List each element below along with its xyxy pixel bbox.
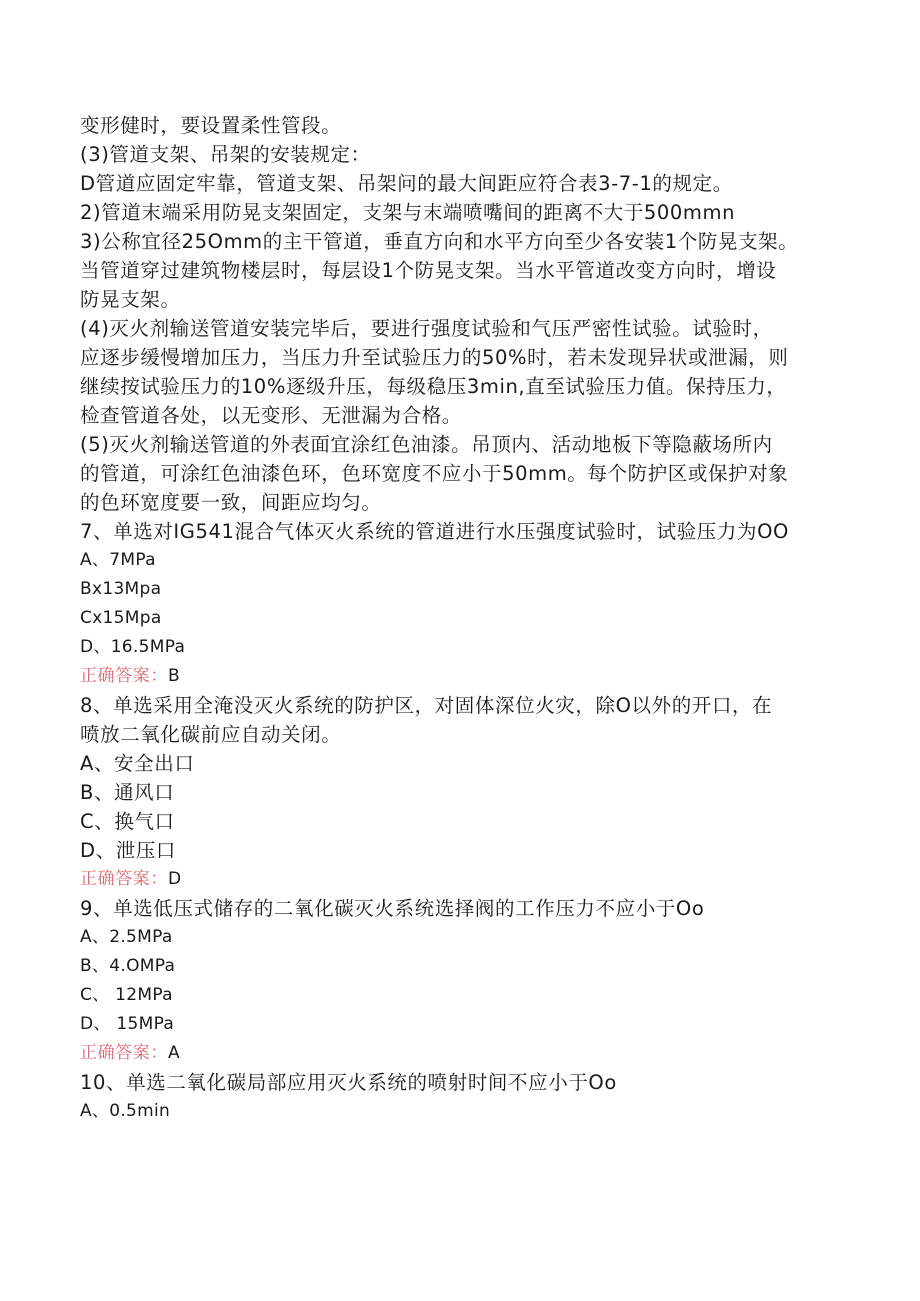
answer-value: B: [168, 666, 181, 686]
option-d: D、 15MPa: [80, 1014, 175, 1034]
option-d: D、16.5MPa: [80, 637, 186, 657]
option-c: C、换气口: [80, 810, 175, 833]
answer-value: D: [168, 869, 182, 889]
question-8: [80, 691, 840, 894]
question-title: 喷放二氧化碳前应自动关闭。: [80, 723, 342, 746]
text-line: (4)灭火剂输送管道安装完毕后，要进行强度试验和气压严密性试验。试验时，: [80, 317, 773, 340]
document-page: [80, 111, 840, 1126]
option-a: A、安全出口: [80, 752, 195, 775]
text-line: 3)公称宜径25Omm的主干管道，垂直方向和水平方向至少各安装1个防晃支架。: [80, 230, 799, 253]
text-line: (5)灭火剂输送管道的外表面宜涂红色油漆。吊顶内、活动地板下等隐蔽场所内: [80, 433, 773, 456]
option-a: A、0.5min: [80, 1101, 171, 1121]
correct-answer: [80, 1039, 840, 1068]
intro-paragraphs: [80, 111, 840, 517]
option-b: B、通风口: [80, 781, 175, 804]
option-c: C、 12MPa: [80, 985, 173, 1005]
question-title: 8、单选采用全淹没灭火系统的防护区，对固体深位火灾，除O以外的开口，在: [80, 694, 773, 717]
text-line: (3)管道支架、吊架的安装规定：: [80, 143, 371, 166]
text-line: 2)管道末端采用防晃支架固定，支架与末端喷嘴间的距离不大于500mmn: [80, 201, 736, 224]
answer-label: 正确答案：: [80, 1043, 168, 1063]
text-line: 应逐步缓慢增加压力，当压力升至试验压力的50%时，若未发现异状或泄漏，则: [80, 346, 789, 369]
option-c: Cx15Mpa: [80, 608, 162, 628]
question-7: [80, 517, 840, 691]
option-b: Bx13Mpa: [80, 579, 162, 599]
question-10: [80, 1068, 840, 1126]
question-title: 10、单选二氧化碳局部应用灭火系统的喷射时间不应小于Oo: [80, 1071, 617, 1094]
text-line: 继续按试验压力的10%逐级升压，每级稳压3min,直至试验压力值。保持压力，: [80, 375, 787, 398]
option-a: A、7MPa: [80, 550, 156, 570]
correct-answer: [80, 662, 840, 691]
question-title: 7、单选对IG541混合气体灭火系统的管道进行水压强度试验时，试验压力为OO: [80, 520, 789, 543]
text-line: 防晃支架。: [80, 288, 181, 311]
question-title: 9、单选低压式储存的二氧化碳灭火系统选择阀的工作压力不应小于Oo: [80, 897, 705, 920]
answer-label: 正确答案：: [80, 869, 168, 889]
text-line: 的色环宽度要一致，间距应均匀。: [80, 491, 382, 514]
answer-value: A: [168, 1043, 181, 1063]
option-a: A、2.5MPa: [80, 927, 173, 947]
answer-label: 正确答案：: [80, 666, 168, 686]
text-line: 检查管道各处，以无变形、无泄漏为合格。: [80, 404, 462, 427]
text-line: 变形健时，要设置柔性管段。: [80, 114, 342, 137]
text-line: 当管道穿过建筑物楼层时，每层设1个防晃支架。当水平管道改变方向时，增设: [80, 259, 777, 282]
text-line: D管道应固定牢靠，管道支架、吊架问的最大间距应符合表3-7-1的规定。: [80, 172, 733, 195]
option-b: B、4.OMPa: [80, 956, 176, 976]
option-d: D、泄压口: [80, 839, 177, 862]
question-9: [80, 894, 840, 1068]
correct-answer: [80, 865, 840, 894]
text-line: 的管道，可涂红色油漆色环，色环宽度不应小于50mm。每个防护区或保护对象: [80, 462, 789, 485]
